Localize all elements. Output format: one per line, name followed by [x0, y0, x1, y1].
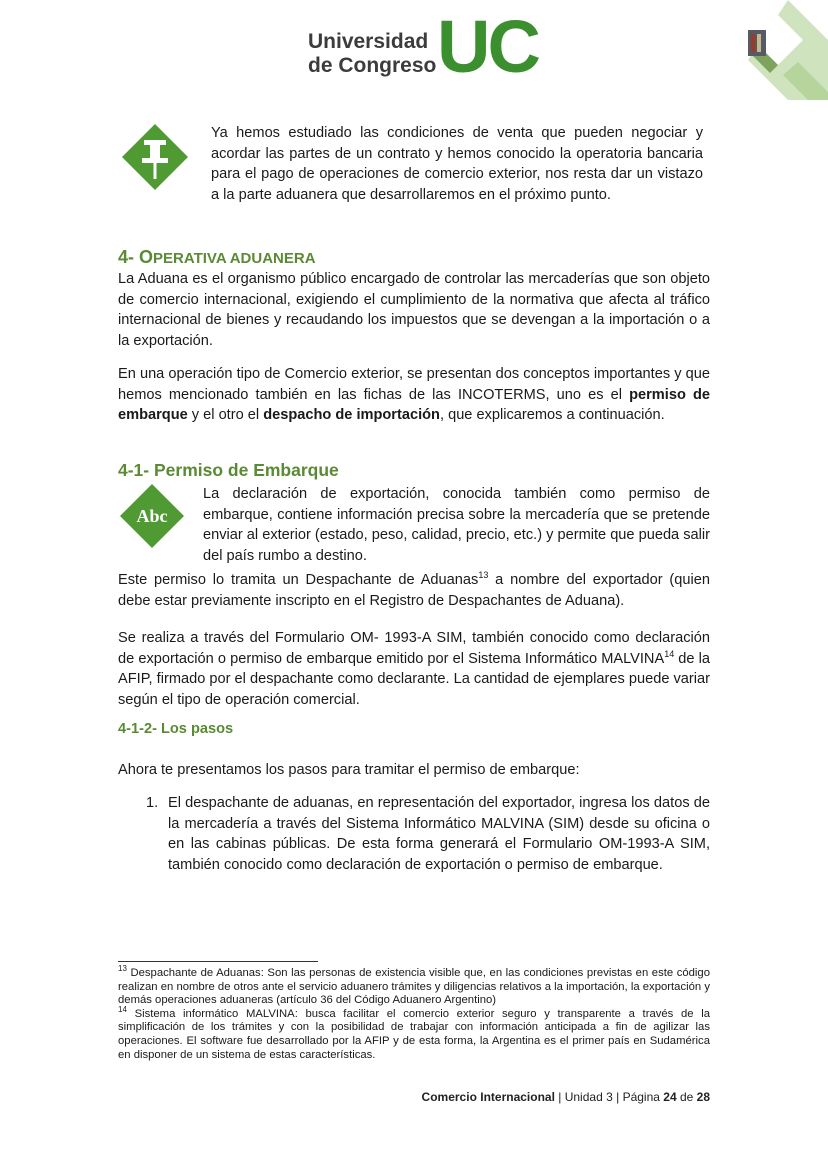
footer-unit: Unidad 3: [564, 1090, 613, 1104]
section-4-paragraph-1: La Aduana es el organismo público encargado de controlar las mercaderías que son objeto de comercio internacional, exigiendo el cumplimiento de la normativa que afecta al tráfico internacional de bienes y recaudando los impuestos que se devengan a la importación o a la exportación.: [118, 271, 710, 349]
footer-course: Comercio Internacional: [421, 1090, 555, 1104]
step-text: El despachante de aduanas, en representación del exportador, ingresa los datos de la mercadería a través del Sistema Informático MALVINA (SIM) desde su oficina o en las cabinas públicas. De esta forma generará el Formulario OM-1993-A SIM, también conocido como declaración de exportación o permiso de embarque.: [168, 795, 710, 873]
footnote-separator: [118, 961, 318, 962]
footnote-13: [118, 964, 710, 1008]
section-4-1-paragraph-1: [118, 570, 710, 611]
footnote-number: 13: [118, 964, 127, 974]
abc-icon: [120, 484, 184, 548]
p2-text-d: , que explicaremos a continuación.: [439, 407, 665, 423]
section-4-1-heading: 4-1- Permiso de Embarque: [118, 460, 339, 480]
section-4-paragraph-2: [118, 364, 710, 426]
section-4-number: 4-: [118, 247, 140, 267]
footnote-ref-13[interactable]: 13: [478, 570, 489, 581]
footer-page-number: 24: [663, 1090, 677, 1104]
footnote-text: Despachante de Aduanas: Son las personas de existencia visible que, en las condiciones previstas en este código realizan en nombre de otros ante el servicio aduanero trámites y diligencias relativos a la importación, la exportación y demás operaciones aduaneras (artículo 36 del Código Aduanero Argentino): [118, 967, 710, 1007]
s41-p2-a: Se realiza a través del Formulario OM- 1993-A SIM, también conocido como declaración de exportación o permiso de embarque emitido por el Sistema Informático MALVINA: [118, 630, 710, 667]
p2-bold-despacho: despacho de importación: [263, 407, 440, 423]
footnote-number: 14: [118, 1005, 127, 1015]
page-footer: [422, 1090, 710, 1104]
permiso-box-text: La declaración de exportación, conocida también como permiso de embarque, contiene información precisa sobre la mercadería que se pretende enviar al exterior (estado, peso, calidad, precio, etc.) y permite que pueda salir del país rumbo a destino.: [203, 486, 710, 564]
abc-icon-label: Abc: [136, 506, 168, 526]
footer-total-pages: 28: [696, 1090, 710, 1104]
footnote-ref-14[interactable]: 14: [664, 648, 675, 659]
section-4-1-2-heading: 4-1-2- Los pasos: [118, 721, 234, 737]
footer-separator: |: [554, 1090, 565, 1104]
footer-of: de: [676, 1090, 697, 1104]
footnote-14: [118, 1005, 710, 1062]
footer-page-label: Página: [622, 1090, 664, 1104]
section-4-title-first: O: [139, 247, 154, 267]
footnotes: [118, 964, 710, 1062]
pin-icon: [122, 124, 188, 190]
s41-p1-a: Este permiso lo tramita un Despachante de Aduanas: [118, 572, 479, 588]
p2-bold-permiso: permiso de embarque: [118, 386, 710, 423]
intro-text: Ya hemos estudiado las condiciones de venta que pueden negociar y acordar las partes de un contrato y hemos conocido la operatoria bancaria para el pago de operaciones de comercio exterior, nos resta dar un vistazo a la parte aduanera que desarrollaremos en el próximo punto.: [211, 125, 703, 203]
logo-line-1: Universidad: [308, 30, 429, 53]
s41-p1-b: a nombre del exportador (quien debe estar previamente inscripto en el Registro de Despachantes de Aduana).: [118, 572, 710, 609]
steps-intro: Ahora te presentamos los pasos para tramitar el permiso de embarque:: [118, 762, 580, 778]
corner-decoration-icon: [748, 0, 828, 100]
footnote-text: Sistema informático MALVINA: busca facilitar el comercio exterior seguro y transparente a través de la simplificación de los trámites y con la posibilidad de trabajar con información anticipada a fin de agilizar las operaciones. El software fue desarrollado por la AFIP y de esta forma, la Argentina es el primer país en Sudamérica en disponer de un sistema de estas características.: [118, 1007, 710, 1061]
step-number: 1.: [146, 795, 159, 811]
uc-logo: UC: [437, 5, 538, 88]
s41-p2-b: de la AFIP, firmado por el despachante como declarante. La cantidad de ejemplares puede variar según el tipo de operación comercial.: [118, 650, 711, 708]
section-4-heading: [118, 247, 316, 268]
university-logo-text: [308, 30, 436, 78]
steps-list: [146, 793, 710, 875]
logo-line-2: de Congreso: [308, 54, 437, 77]
p2-text-c: y el otro el: [187, 407, 264, 423]
footer-separator: |: [612, 1090, 623, 1104]
section-4-1-paragraph-2: [118, 628, 710, 710]
section-4-title-rest: PERATIVA ADUANERA: [153, 250, 316, 267]
list-item: [146, 793, 710, 875]
p2-text-a: En una operación tipo de Comercio exterior, se presentan dos conceptos importantes y que hemos mencionado también en las fichas de las INCOTERMS, uno es el: [118, 366, 710, 403]
